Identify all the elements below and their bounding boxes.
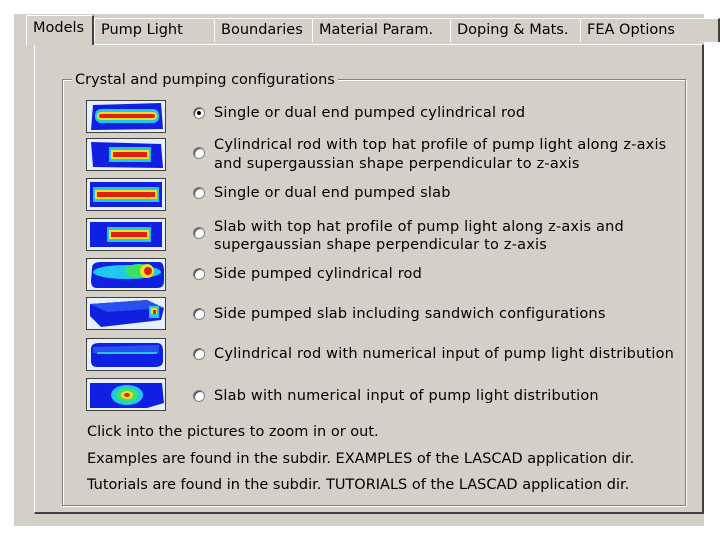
tophat-rod-thumbnail[interactable] [86, 138, 166, 171]
group-label: Crystal and pumping configurations [72, 71, 338, 89]
radio-numerical-rod[interactable] [193, 348, 205, 360]
side-pumped-rod-thumbnail[interactable] [86, 258, 166, 291]
tab-material-param[interactable]: Material Param. [312, 18, 470, 42]
radio-side-pumped-slab[interactable] [193, 308, 205, 320]
radio-side-pumped-rod[interactable] [193, 268, 205, 280]
option-label: Single or dual end pumped slab [214, 185, 451, 201]
examples-hint-text: Examples are found in the subdir. EXAMPLES of the LASCAD application dir. [87, 451, 635, 467]
numerical-rod-thumbnail[interactable] [86, 338, 166, 371]
option-label: supergaussian shape perpendicular to z-axis [214, 237, 547, 253]
zoom-hint-text: Click into the pictures to zoom in or out. [87, 424, 379, 440]
option-label: Slab with top hat profile of pump light along z-axis and [214, 219, 624, 235]
option-label: and supergaussian shape perpendicular to z-axis [214, 156, 580, 172]
radio-tophat-rod[interactable] [193, 147, 205, 159]
tab-boundaries[interactable]: Boundaries [214, 18, 334, 42]
numerical-slab-thumbnail[interactable] [86, 378, 166, 411]
side-pumped-slab-thumbnail[interactable] [86, 297, 166, 330]
option-label: Single or dual end pumped cylindrical rod [214, 105, 526, 121]
option-label: Cylindrical rod with top hat profile of pump light along z-axis [214, 137, 667, 153]
tab-strip [20, 15, 710, 45]
option-label: Slab with numerical input of pump light distribution [214, 388, 599, 404]
tab-fea-options[interactable]: FEA Options [580, 18, 720, 42]
tophat-slab-thumbnail[interactable] [86, 218, 166, 251]
radio-selected-dot [197, 111, 201, 115]
tutorials-hint-text: Tutorials are found in the subdir. TUTORIALS of the LASCAD application dir. [87, 477, 630, 493]
tab-pump-light[interactable]: Pump Light [94, 18, 226, 42]
radio-tophat-slab[interactable] [193, 227, 205, 239]
option-label: Cylindrical rod with numerical input of pump light distribution [214, 346, 675, 362]
end-pumped-slab-thumbnail[interactable] [86, 178, 166, 211]
end-pumped-rod-thumbnail[interactable] [86, 100, 166, 133]
radio-numerical-slab[interactable] [193, 390, 205, 402]
option-label: Side pumped cylindrical rod [214, 266, 423, 282]
radio-end-pumped-rod[interactable] [193, 107, 205, 119]
radio-end-pumped-slab[interactable] [193, 187, 205, 199]
option-label: Side pumped slab including sandwich configurations [214, 306, 606, 322]
tab-doping-mats[interactable]: Doping & Mats. [450, 18, 600, 42]
tab-models[interactable]: Models [26, 15, 94, 45]
